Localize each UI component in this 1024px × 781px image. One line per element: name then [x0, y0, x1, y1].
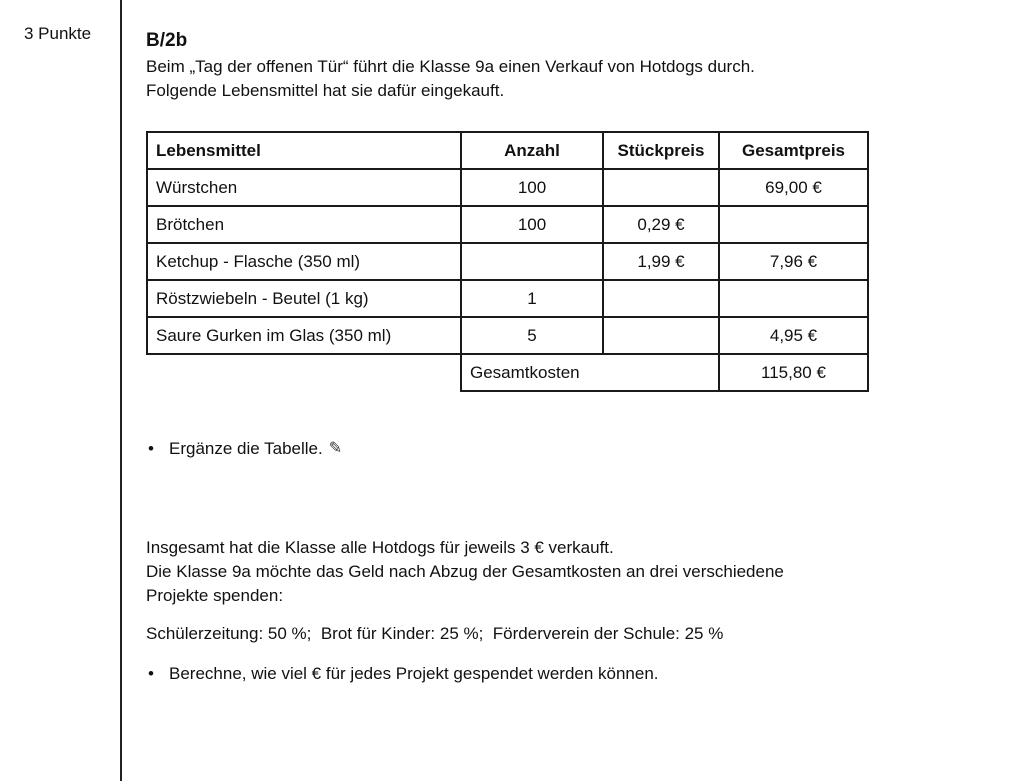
cell-total-price[interactable]: 7,96 € — [719, 243, 868, 280]
task-bullet-complete-table — [146, 437, 342, 461]
cell-total-price[interactable]: 4,95 € — [719, 317, 868, 354]
table-row — [147, 317, 868, 354]
table-row — [147, 169, 868, 206]
cell-count[interactable]: 100 — [461, 169, 603, 206]
cell-unit-price[interactable]: 0,29 € — [603, 206, 719, 243]
header-gesamtpreis: Gesamtpreis — [719, 132, 868, 169]
margin-divider-line — [120, 0, 122, 781]
total-value[interactable]: 115,80 € — [719, 354, 868, 391]
task-id: B/2b — [146, 30, 188, 51]
cell-unit-price[interactable] — [603, 317, 719, 354]
sales-paragraph — [146, 536, 886, 608]
cell-unit-price[interactable]: 1,99 € — [603, 243, 719, 280]
para2-line-1: Insgesamt hat die Klasse alle Hotdogs für jeweils 3 € verkauft. — [146, 538, 614, 557]
total-label: Gesamtkosten — [461, 354, 719, 391]
donation-shares: Schülerzeitung: 50 %; Brot für Kinder: 25 %; Förderverein der Schule: 25 % — [146, 624, 724, 643]
cell-item: Saure Gurken im Glas (350 ml) — [147, 317, 461, 354]
cell-item: Ketchup - Flasche (350 ml) — [147, 243, 461, 280]
table-header-row — [147, 132, 868, 169]
cell-count[interactable]: 1 — [461, 280, 603, 317]
cell-unit-price[interactable] — [603, 169, 719, 206]
intro-line-2: Folgende Lebensmittel hat sie dafür eingekauft. — [146, 81, 505, 100]
food-table — [146, 131, 869, 392]
cell-item: Brötchen — [147, 206, 461, 243]
table-row — [147, 280, 868, 317]
header-lebensmittel: Lebensmittel — [147, 132, 461, 169]
header-stueckpreis: Stückpreis — [603, 132, 719, 169]
cell-total-price[interactable] — [719, 206, 868, 243]
task-bullet-calculate — [146, 662, 659, 686]
table-total-row — [147, 354, 868, 391]
bullet-dot: • — [148, 664, 154, 683]
header-anzahl: Anzahl — [461, 132, 603, 169]
para2-line-2: Die Klasse 9a möchte das Geld nach Abzug der Gesamtkosten an drei verschiedene — [146, 562, 784, 581]
cell-unit-price[interactable] — [603, 280, 719, 317]
bullet-dot: • — [148, 439, 154, 458]
points-label: 3 Punkte — [24, 24, 92, 43]
bullet-text: Ergänze die Tabelle. — [169, 439, 323, 458]
empty-cell — [147, 354, 461, 391]
cell-count[interactable]: 5 — [461, 317, 603, 354]
cell-total-price[interactable] — [719, 280, 868, 317]
task-content — [146, 24, 886, 683]
cell-item: Würstchen — [147, 169, 461, 206]
intro-line-1: Beim „Tag der offenen Tür“ führt die Klasse 9a einen Verkauf von Hotdogs durch. — [146, 57, 755, 76]
table-row — [147, 206, 868, 243]
cell-count[interactable] — [461, 243, 603, 280]
cell-item: Röstzwiebeln - Beutel (1 kg) — [147, 280, 461, 317]
cell-count[interactable]: 100 — [461, 206, 603, 243]
table-row — [147, 243, 868, 280]
pencil-icon: ✎ — [328, 440, 343, 457]
para2-line-3: Projekte spenden: — [146, 586, 284, 605]
bullet-text: Berechne, wie viel € für jedes Projekt gespendet werden können. — [169, 664, 659, 683]
cell-total-price[interactable]: 69,00 € — [719, 169, 868, 206]
